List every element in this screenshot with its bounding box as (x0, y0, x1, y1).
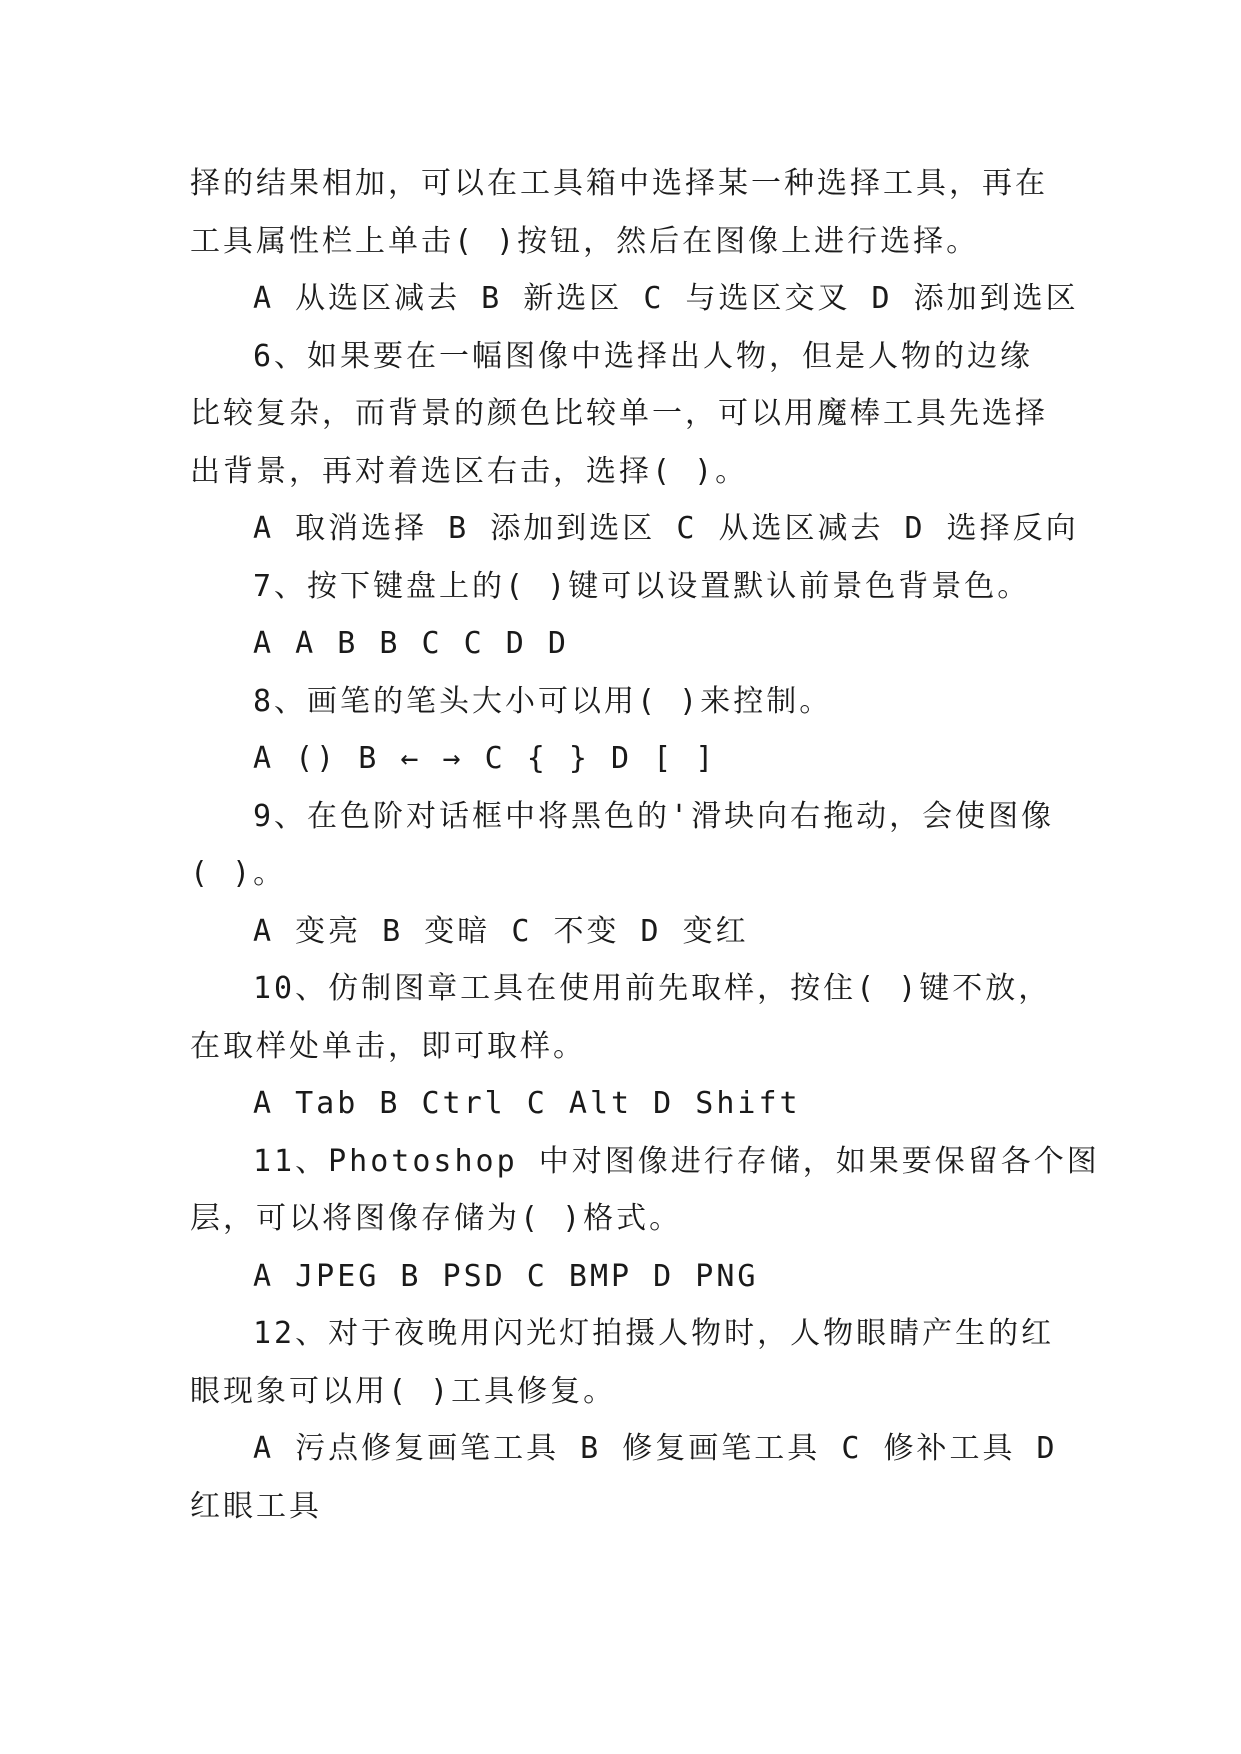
answer-options: A JPEG B PSD C BMP D PNG (253, 1258, 759, 1294)
question-11: 11、Photoshop 中对图像进行存储，如果要保留各个图 (253, 1143, 1100, 1179)
answer-options: A 变亮 B 变暗 C 不变 D 变红 (253, 913, 749, 949)
answer-options: A 取消选择 B 添加到选区 C 从选区减去 D 选择反向 (253, 511, 1079, 546)
answer-options: A 污点修复画笔工具 B 修复画笔工具 C 修补工具 D (253, 1431, 1058, 1466)
answer-options: A A B B C C D D (253, 626, 569, 661)
text-line: 出背景，再对着选区右击，选择( )。 (190, 453, 749, 489)
question-12: 12、对于夜晚用闪光灯拍摄人物时，人物眼睛产生的红 (253, 1316, 1055, 1351)
question-10: 10、仿制图章工具在使用前先取样，按住( )键不放， (253, 971, 1052, 1006)
answer-options: A 从选区减去 B 新选区 C 与选区交叉 D 添加到选区 (253, 281, 1079, 316)
text-line: 眼现象可以用( )工具修复。 (190, 1373, 617, 1409)
text-line: 层，可以将图像存储为( )格式。 (190, 1201, 683, 1236)
question-6: 6、如果要在一幅图像中选择出人物，但是人物的边缘 (253, 338, 1034, 374)
question-9: 9、在色阶对话框中将黑色的'滑块向右拖动，会使图像 (253, 798, 1055, 834)
question-8: 8、画笔的笔头大小可以用( )来控制。 (253, 683, 833, 719)
answer-options: A () B ← → C { } D [ ] (253, 741, 717, 776)
text-line: ( )。 (190, 856, 287, 891)
document-body (190, 155, 1100, 1535)
text-line: 工具属性栏上单击( )按钮，然后在图像上进行选择。 (190, 223, 980, 259)
text-line: 比较复杂，而背景的颜色比较单一，可以用魔棒工具先选择 (190, 396, 1048, 431)
question-7: 7、按下键盘上的( )键可以设置默认前景色背景色。 (253, 568, 1031, 604)
text-line: 在取样处单击，即可取样。 (190, 1028, 586, 1064)
answer-options: A Tab B Ctrl C Alt D Shift (253, 1086, 801, 1121)
text-line: 择的结果相加，可以在工具箱中选择某一种选择工具，再在 (190, 166, 1048, 201)
text-line: 红眼工具 (190, 1488, 322, 1524)
